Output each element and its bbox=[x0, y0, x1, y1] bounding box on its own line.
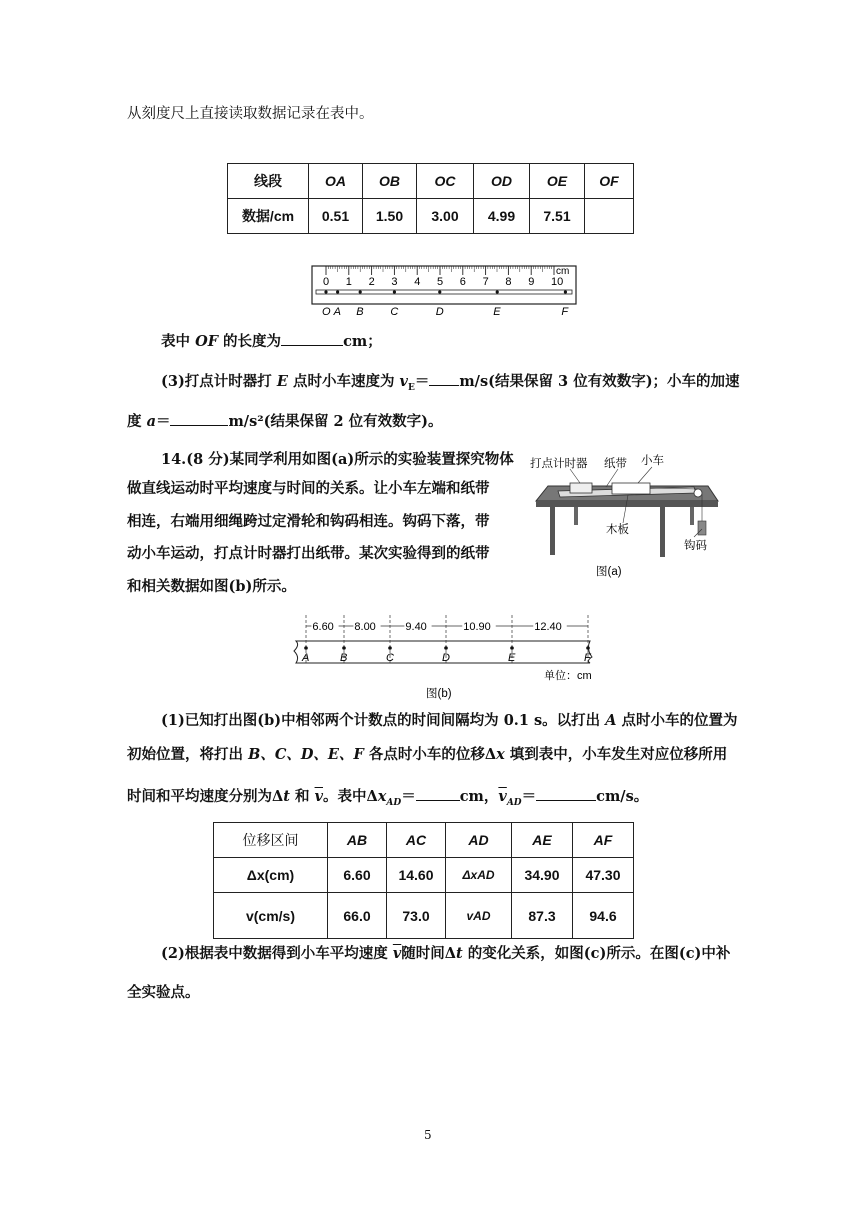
question-3-line1: (3)打点计时器打 E 点时小车速度为 $v_E= m/s$(结果保留 3 位有效数字)；小车的加速 bbox=[161, 373, 740, 393]
table1-header-of: OF bbox=[585, 164, 634, 199]
question-14-line3: 相连，右端用细绳跨过定滑轮和钩码相连。钩码下落，带 bbox=[127, 513, 490, 530]
question-of-length: 表中 OF 的长度为 cm； bbox=[161, 333, 382, 350]
tape-count-point bbox=[586, 646, 590, 650]
segment-length-label: 6.60 bbox=[312, 621, 334, 633]
table2-v-ad: vAD bbox=[446, 893, 512, 939]
table2-v-ae: 87.3 bbox=[512, 893, 573, 939]
table-leg bbox=[660, 507, 665, 557]
question-14-line4: 动小车运动，打点计时器打出纸带。某次实验得到的纸带 bbox=[127, 545, 490, 562]
figure-b-caption: 图(b) bbox=[426, 688, 452, 700]
ruler-tick-label: 9 bbox=[528, 276, 535, 288]
table1-value-oa: 0.51 bbox=[309, 199, 363, 234]
table2-v-af: 94.6 bbox=[573, 893, 634, 939]
table2-dx-ab: 6.60 bbox=[328, 858, 387, 893]
table-leg bbox=[574, 507, 578, 525]
tape-count-point bbox=[304, 646, 308, 650]
question-14-line1: 14.(8 分)某同学利用如图(a)所示的实验装置探究物体 bbox=[161, 451, 514, 468]
question-2-line2: 全实验点。 bbox=[127, 984, 200, 1001]
question-2-line1: (2)根据表中数据得到小车平均速度 $\overline{v}$随时间Δt 的变化关系，如图(c)所示。在图(c)中补 bbox=[161, 945, 731, 962]
table2-header-interval: 位移区间 bbox=[214, 823, 328, 858]
tape-dot bbox=[438, 290, 441, 293]
ruler-tick-label: 4 bbox=[414, 276, 421, 288]
question-1-line3: 时间和平均速度分别为Δt 和 $\overline{v}$。表中$\Delta x_{AD}=$ cm，$\overline{v}_{AD}= cm/s$。 bbox=[127, 788, 649, 808]
tape-point-label: C bbox=[386, 652, 394, 664]
segment-length-label: 12.40 bbox=[534, 621, 562, 633]
answer-blank-of[interactable] bbox=[281, 331, 343, 346]
table1-header-oc: OC bbox=[417, 164, 474, 199]
table2-dx-ac: 14.60 bbox=[387, 858, 446, 893]
table1-row-label: 数据/cm bbox=[228, 199, 309, 234]
answer-blank-ve[interactable] bbox=[429, 371, 459, 386]
ruler-point-label: A bbox=[333, 306, 341, 318]
tape-point-label: D bbox=[442, 652, 450, 664]
tape-point-label: A bbox=[302, 652, 310, 664]
table-leg bbox=[550, 507, 555, 555]
label-tape: 纸带 bbox=[604, 458, 627, 470]
table1-value-ob: 1.50 bbox=[363, 199, 417, 234]
tape-dot bbox=[336, 290, 339, 293]
hook-weight bbox=[698, 521, 706, 535]
question-1-line1: (1)已知打出图(b)中相邻两个计数点的时间间隔均为 0.1 s。以打出 A 点时小车的位置为 bbox=[161, 712, 738, 729]
table1-header-oa: OA bbox=[309, 164, 363, 199]
table2-header-ad: AD bbox=[446, 823, 512, 858]
ruler-point-label: O bbox=[322, 306, 331, 318]
table1-header-segment: 线段 bbox=[228, 164, 309, 199]
tape-dot bbox=[359, 290, 362, 293]
figure-a-caption: 图(a) bbox=[596, 566, 622, 578]
question-14-line5: 和相关数据如图(b)所示。 bbox=[127, 578, 296, 595]
displacement-table bbox=[213, 822, 634, 939]
ruler-tick-label: 1 bbox=[345, 276, 352, 288]
ruler-tick-label: 10 bbox=[551, 276, 564, 288]
ruler-point-label: D bbox=[435, 306, 444, 318]
table1-value-of bbox=[585, 199, 634, 234]
ruler-tick-label: 2 bbox=[368, 276, 375, 288]
ruler-figure bbox=[310, 262, 580, 322]
paper-tape bbox=[316, 290, 572, 294]
table2-header-ac: AC bbox=[387, 823, 446, 858]
answer-blank-v-ad[interactable] bbox=[536, 786, 596, 801]
question-3-line2: 度 a＝ m/s²(结果保留 2 位有效数字)。 bbox=[127, 413, 443, 430]
tape-dot bbox=[496, 290, 499, 293]
unit-label: 单位：cm bbox=[544, 670, 592, 682]
table2-dx-ae: 34.90 bbox=[512, 858, 573, 893]
ruler-tick-label: 0 bbox=[323, 276, 330, 288]
table2-header-ae: AE bbox=[512, 823, 573, 858]
tape-dot bbox=[324, 290, 327, 293]
cart bbox=[612, 483, 650, 494]
question-1-line2: 初始位置，将打出 B、C、D、E、F 各点时小车的位移Δx 填到表中，小车发生对应位移所用 bbox=[127, 746, 728, 763]
page-number: 5 bbox=[424, 1128, 432, 1142]
table2-header-af: AF bbox=[573, 823, 634, 858]
table2-dx-ad: ΔxAD bbox=[446, 858, 512, 893]
tape-dot bbox=[564, 290, 567, 293]
tape-count-point bbox=[444, 646, 448, 650]
table-leg bbox=[690, 507, 694, 525]
table2-header-ab: AB bbox=[328, 823, 387, 858]
ruler-point-label: B bbox=[356, 306, 364, 318]
label-board: 木板 bbox=[606, 524, 629, 536]
segment-length-label: 10.90 bbox=[463, 621, 491, 633]
table2-dx-af: 47.30 bbox=[573, 858, 634, 893]
tape-dot bbox=[393, 290, 396, 293]
ruler-point-label: C bbox=[390, 306, 399, 318]
segment-data-table bbox=[227, 163, 634, 234]
tape-count-point bbox=[388, 646, 392, 650]
pulley bbox=[694, 489, 702, 497]
label-timer: 打点计时器 bbox=[530, 458, 588, 470]
ruler-point-label: E bbox=[493, 306, 501, 318]
figure-a-apparatus bbox=[528, 453, 724, 583]
label-cart: 小车 bbox=[641, 455, 664, 467]
table2-v-ab: 66.0 bbox=[328, 893, 387, 939]
label-weight: 钩码 bbox=[684, 540, 707, 552]
tape-count-point bbox=[510, 646, 514, 650]
tape-point-label: B bbox=[340, 652, 348, 664]
ruler-unit: cm bbox=[556, 266, 570, 277]
table1-header-od: OD bbox=[474, 164, 530, 199]
tape-count-point bbox=[342, 646, 346, 650]
answer-blank-dx-ad[interactable] bbox=[416, 786, 460, 801]
table1-header-oe: OE bbox=[530, 164, 585, 199]
table1-value-od: 4.99 bbox=[474, 199, 530, 234]
answer-blank-a[interactable] bbox=[170, 411, 228, 426]
intro-line: 从刻度尺上直接读取数据记录在表中。 bbox=[127, 106, 374, 122]
table2-row2-label: v(cm/s) bbox=[214, 893, 328, 939]
ruler-tick-label: 6 bbox=[459, 276, 466, 288]
tape-point-label: F bbox=[584, 652, 591, 664]
segment-length-label: 9.40 bbox=[405, 621, 427, 633]
table1-value-oe: 7.51 bbox=[530, 199, 585, 234]
figure-b-tape bbox=[290, 611, 602, 703]
table2-row1-label: Δx(cm) bbox=[214, 858, 328, 893]
ruler-point-label: F bbox=[561, 306, 569, 318]
timer-device bbox=[570, 483, 592, 493]
table1-header-ob: OB bbox=[363, 164, 417, 199]
ruler-tick-label: 5 bbox=[437, 276, 444, 288]
table1-value-oc: 3.00 bbox=[417, 199, 474, 234]
table2-v-ac: 73.0 bbox=[387, 893, 446, 939]
ruler-tick-label: 8 bbox=[505, 276, 512, 288]
ruler-tick-label: 7 bbox=[482, 276, 489, 288]
ruler-tick-label: 3 bbox=[391, 276, 398, 288]
question-14-line2: 做直线运动时平均速度与时间的关系。让小车左端和纸带 bbox=[127, 480, 490, 497]
segment-length-label: 8.00 bbox=[354, 621, 376, 633]
tape-point-label: E bbox=[508, 652, 516, 664]
